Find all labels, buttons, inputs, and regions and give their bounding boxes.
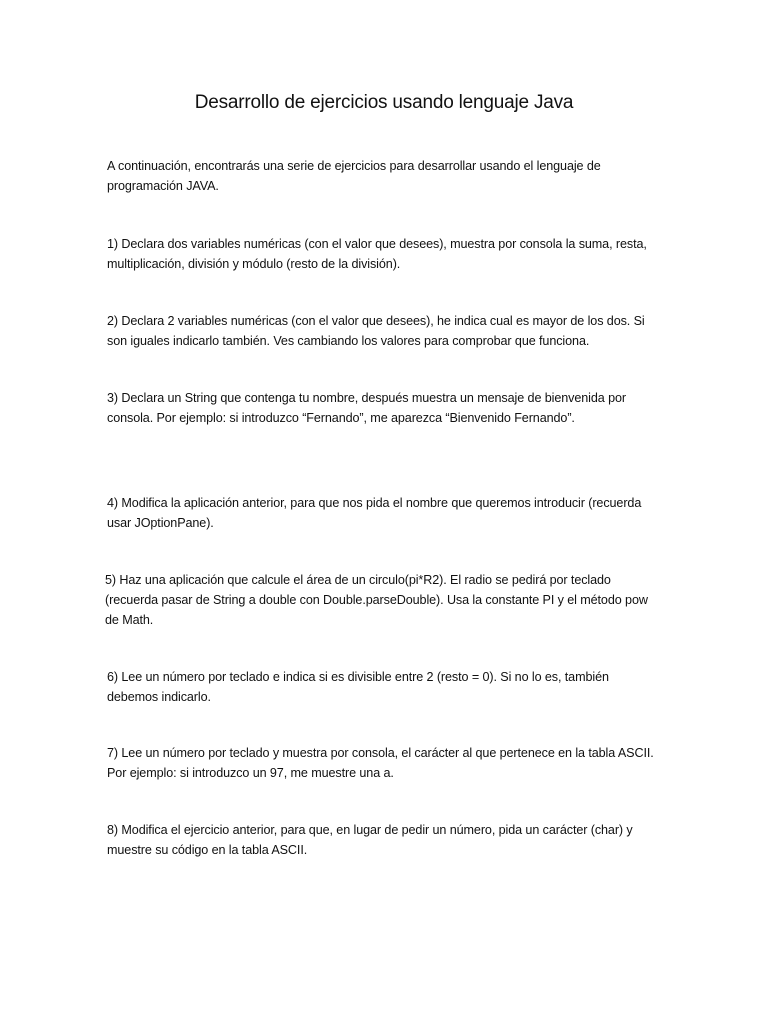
document-title: Desarrollo de ejercicios usando lenguaje Java <box>194 92 574 113</box>
exercise-2-line-1: 2) Declara 2 variables numéricas (con el valor que desees), he indica cual es mayor de los dos. Si <box>107 314 645 328</box>
intro-line-2: programación JAVA. <box>107 179 219 193</box>
exercise-1-line-1: 1) Declara dos variables numéricas (con el valor que desees), muestra por consola la suma, resta, <box>107 237 647 251</box>
exercise-5-line-3: de Math. <box>105 613 154 627</box>
exercise-4-line-1: 4) Modifica la aplicación anterior, para que nos pida el nombre que queremos introducir (recuerda <box>107 496 642 510</box>
intro-line-1: A continuación, encontrarás una serie de ejercicios para desarrollar usando el lenguaje de <box>107 159 601 173</box>
exercise-3 <box>107 388 667 428</box>
exercise-5-line-1: 5) Haz una aplicación que calcule el área de un circulo(pi*R2). El radio se pedirá por teclado <box>105 573 611 587</box>
intro-paragraph <box>107 156 667 196</box>
exercise-1 <box>107 234 667 274</box>
exercise-7-line-1: 7) Lee un número por teclado y muestra por consola, el carácter al que pertenece en la tabla ASCII. <box>107 746 654 760</box>
exercise-4 <box>107 493 667 533</box>
exercise-6 <box>107 667 667 707</box>
exercise-2-line-2: son iguales indicarlo también. Ves cambiando los valores para comprobar que funciona. <box>107 334 590 348</box>
exercise-7 <box>107 743 667 783</box>
exercise-8 <box>107 820 667 860</box>
exercise-3-line-2: consola. Por ejemplo: si introduzco “Fernando”, me aparezca “Bienvenido Fernando”. <box>107 411 575 425</box>
exercise-6-line-1: 6) Lee un número por teclado e indica si es divisible entre 2 (resto = 0). Si no lo es, también <box>107 670 609 684</box>
exercise-3-line-1: 3) Declara un String que contenga tu nombre, después muestra un mensaje de bienvenida por <box>107 391 626 405</box>
exercise-8-line-2: muestre su código en la tabla ASCII. <box>107 843 308 857</box>
exercise-2 <box>107 311 667 351</box>
exercise-4-line-2: usar JOptionPane). <box>107 516 214 530</box>
exercise-5-line-2: (recuerda pasar de String a double con Double.parseDouble). Usa la constante PI y el método pow <box>105 593 648 607</box>
exercise-1-line-2: multiplicación, división y módulo (resto de la división). <box>107 257 401 271</box>
exercise-5 <box>105 570 665 630</box>
exercise-8-line-1: 8) Modifica el ejercicio anterior, para que, en lugar de pedir un número, pida un carácter (char) y <box>107 823 633 837</box>
exercise-7-line-2: Por ejemplo: si introduzco un 97, me muestre una a. <box>107 766 394 780</box>
exercise-6-line-2: debemos indicarlo. <box>107 690 211 704</box>
